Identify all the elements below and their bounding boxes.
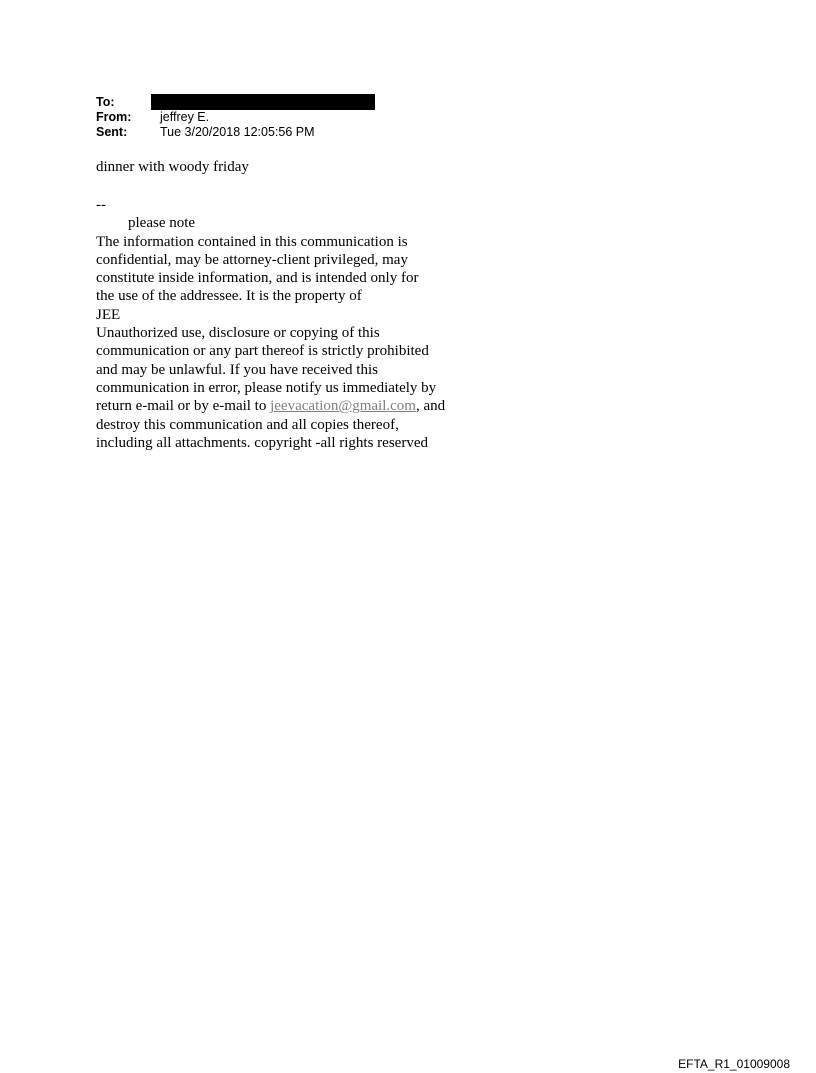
signature-separator: -- — [96, 197, 106, 213]
disclaimer-line: destroy this communication and all copies thereof, — [96, 416, 399, 433]
disclaimer-line: communication in error, please notify us immediately by — [96, 379, 437, 396]
from-value: jeffrey E. — [160, 110, 210, 124]
disclaimer-line-with-link — [96, 397, 476, 415]
to-label: To: — [96, 95, 115, 109]
disclaimer-line: The information contained in this communication is — [96, 233, 408, 250]
disclaimer-line: Unauthorized use, disclosure or copying of this — [96, 325, 380, 342]
message-subject-line: dinner with woody friday — [96, 159, 249, 175]
disclaimer-line: and may be unlawful. If you have received this — [96, 361, 378, 378]
disclaimer-line: communication or any part thereof is strictly prohibited — [96, 343, 429, 360]
disclaimer-line: JEE — [96, 306, 121, 323]
disclaimer-line: confidential, may be attorney-client privileged, may — [96, 251, 408, 268]
return-line-suffix: , and — [415, 398, 446, 415]
email-header — [96, 95, 375, 140]
redaction-block — [151, 94, 375, 110]
email-link[interactable]: jeevacation@gmail.com — [270, 398, 416, 415]
from-row — [96, 110, 375, 125]
disclaimer-line: including all attachments. copyright -all rights reserved — [96, 434, 428, 451]
sent-row — [96, 125, 375, 140]
message-body — [96, 196, 476, 452]
sent-label: Sent: — [96, 125, 128, 139]
disclaimer-line: constitute inside information, and is intended only for — [96, 270, 419, 287]
return-line-prefix: return e-mail or by e-mail to — [96, 398, 271, 415]
from-label: From: — [96, 110, 132, 124]
to-row — [96, 95, 375, 110]
sent-value: Tue 3/20/2018 12:05:56 PM — [160, 125, 315, 139]
note-heading: please note — [128, 215, 196, 232]
document-id: EFTA_R1_01009008 — [678, 1057, 790, 1071]
disclaimer-line: the use of the addressee. It is the property of — [96, 288, 362, 305]
